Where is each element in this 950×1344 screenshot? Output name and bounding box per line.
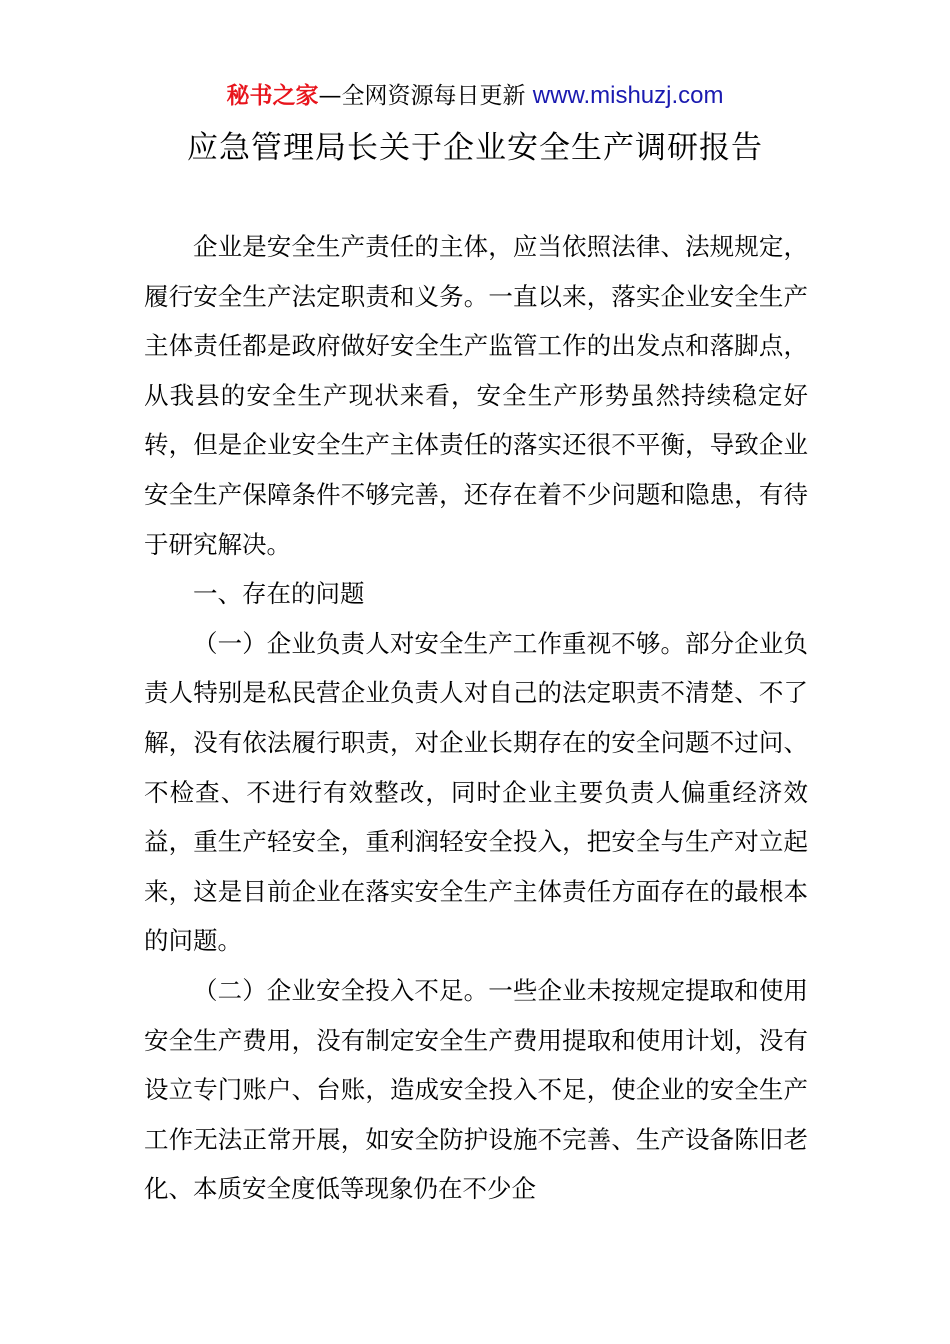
paragraph-problem-2: （二）企业安全投入不足。一些企业未按规定提取和使用安全生产费用，没有制定安全生产费用提取和使用计划，没有设立专门账户、台账，造成安全投入不足，使企业的安全生产工作无法正常开展，如安全防护设施不完善、生产设备陈旧老化、本质安全度低等现象仍在不少企 xyxy=(144,975,808,1204)
paragraph-problem-1: （一）企业负责人对安全生产工作重视不够。部分企业负责人特别是私民营企业负责人对自己的法定职责不清楚、不了解，没有依法履行职责，对企业长期存在的安全问题不过问、不检查、不进行有效整改，同时企业主要负责人偏重经济效益，重生产轻安全，重利润轻安全投入，把安全与生产对立起来，这是目前企业在落实安全生产主体责任方面存在的最根本的问题。 xyxy=(144,628,808,956)
site-header xyxy=(0,80,950,112)
site-brand: 秘书之家 xyxy=(226,83,319,109)
site-tagline: —全网资源每日更新 xyxy=(318,83,533,109)
section-heading-problems: 一、存在的问题 xyxy=(193,579,365,609)
document-body xyxy=(144,222,808,1214)
document-title: 应急管理局长关于企业安全生产调研报告 xyxy=(187,130,763,166)
site-url[interactable]: www.mishuzj.com xyxy=(532,82,724,109)
paragraph-intro: 企业是安全生产责任的主体，应当依照法律、法规规定，履行安全生产法定职责和义务。一直以来，落实企业安全生产主体责任都是政府做好安全生产监管工作的出发点和落脚点，从我县的安全生产现状来看，安全生产形势虽然持续稳定好转，但是企业安全生产主体责任的落实还很不平衡，导致企业安全生产保障条件不够完善，还存在着不少问题和隐患，有待于研究解决。 xyxy=(144,232,808,559)
